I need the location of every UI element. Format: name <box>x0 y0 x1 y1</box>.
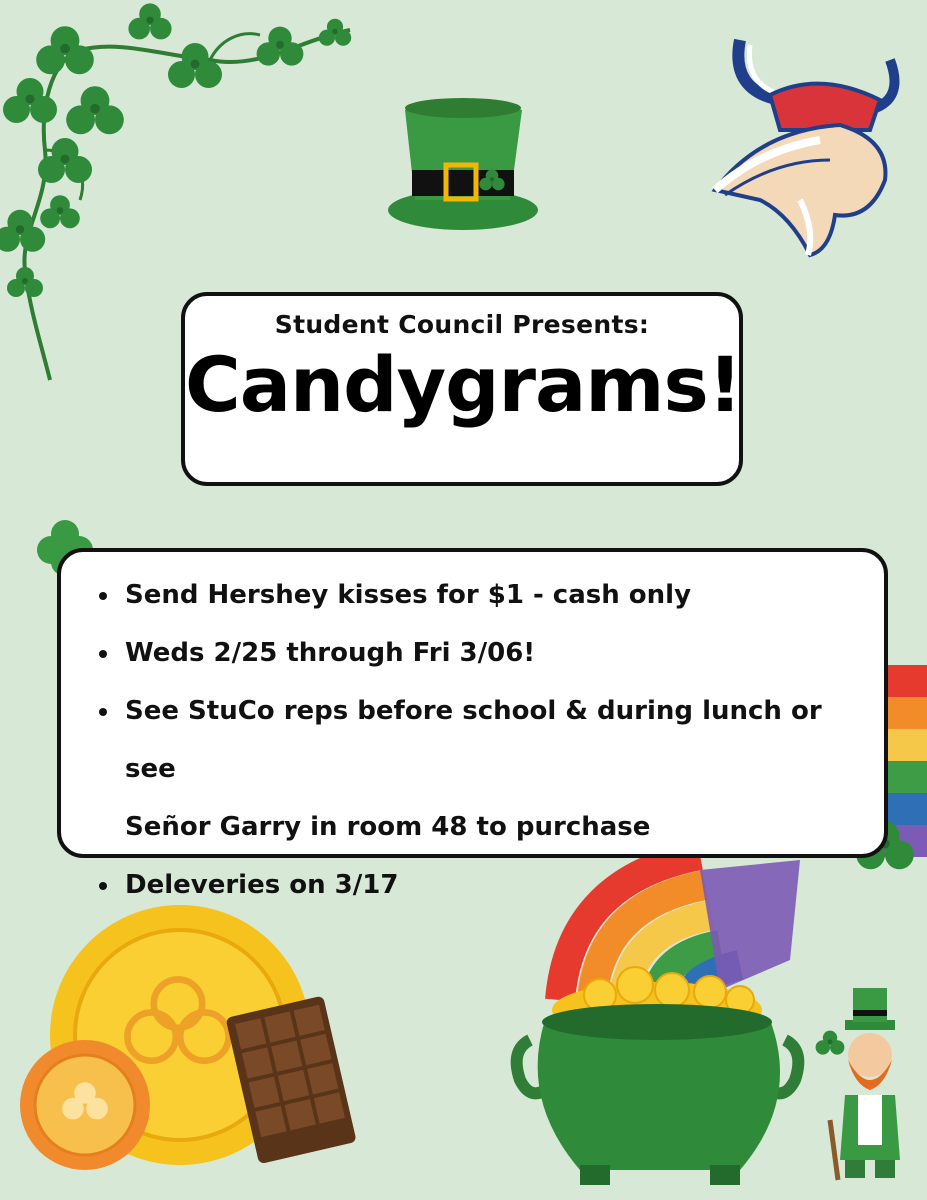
list-item-text: Weds 2/25 through Fri 3/06! <box>125 638 536 668</box>
leprechaun-icon <box>816 988 900 1180</box>
list-item <box>125 682 854 856</box>
info-box <box>57 548 888 900</box>
list-item-text: See StuCo reps before school & during lunch or see <box>125 696 822 784</box>
subtitle: Student Council Presents: <box>274 310 650 339</box>
title-box <box>181 292 743 486</box>
list-item-text-continued: Señor Garry in room 48 to purchase <box>125 812 651 842</box>
leprechaun-hat-icon <box>388 98 538 230</box>
list-item <box>125 856 854 914</box>
page-title: Candygrams! <box>185 340 742 429</box>
viking-mascot-icon <box>715 40 895 255</box>
list-item <box>125 566 854 624</box>
list-item-text: Send Hershey kisses for $1 - cash only <box>125 580 692 610</box>
info-list <box>61 552 884 914</box>
list-item-text: Deleveries on 3/17 <box>125 870 399 900</box>
list-item <box>125 624 854 682</box>
